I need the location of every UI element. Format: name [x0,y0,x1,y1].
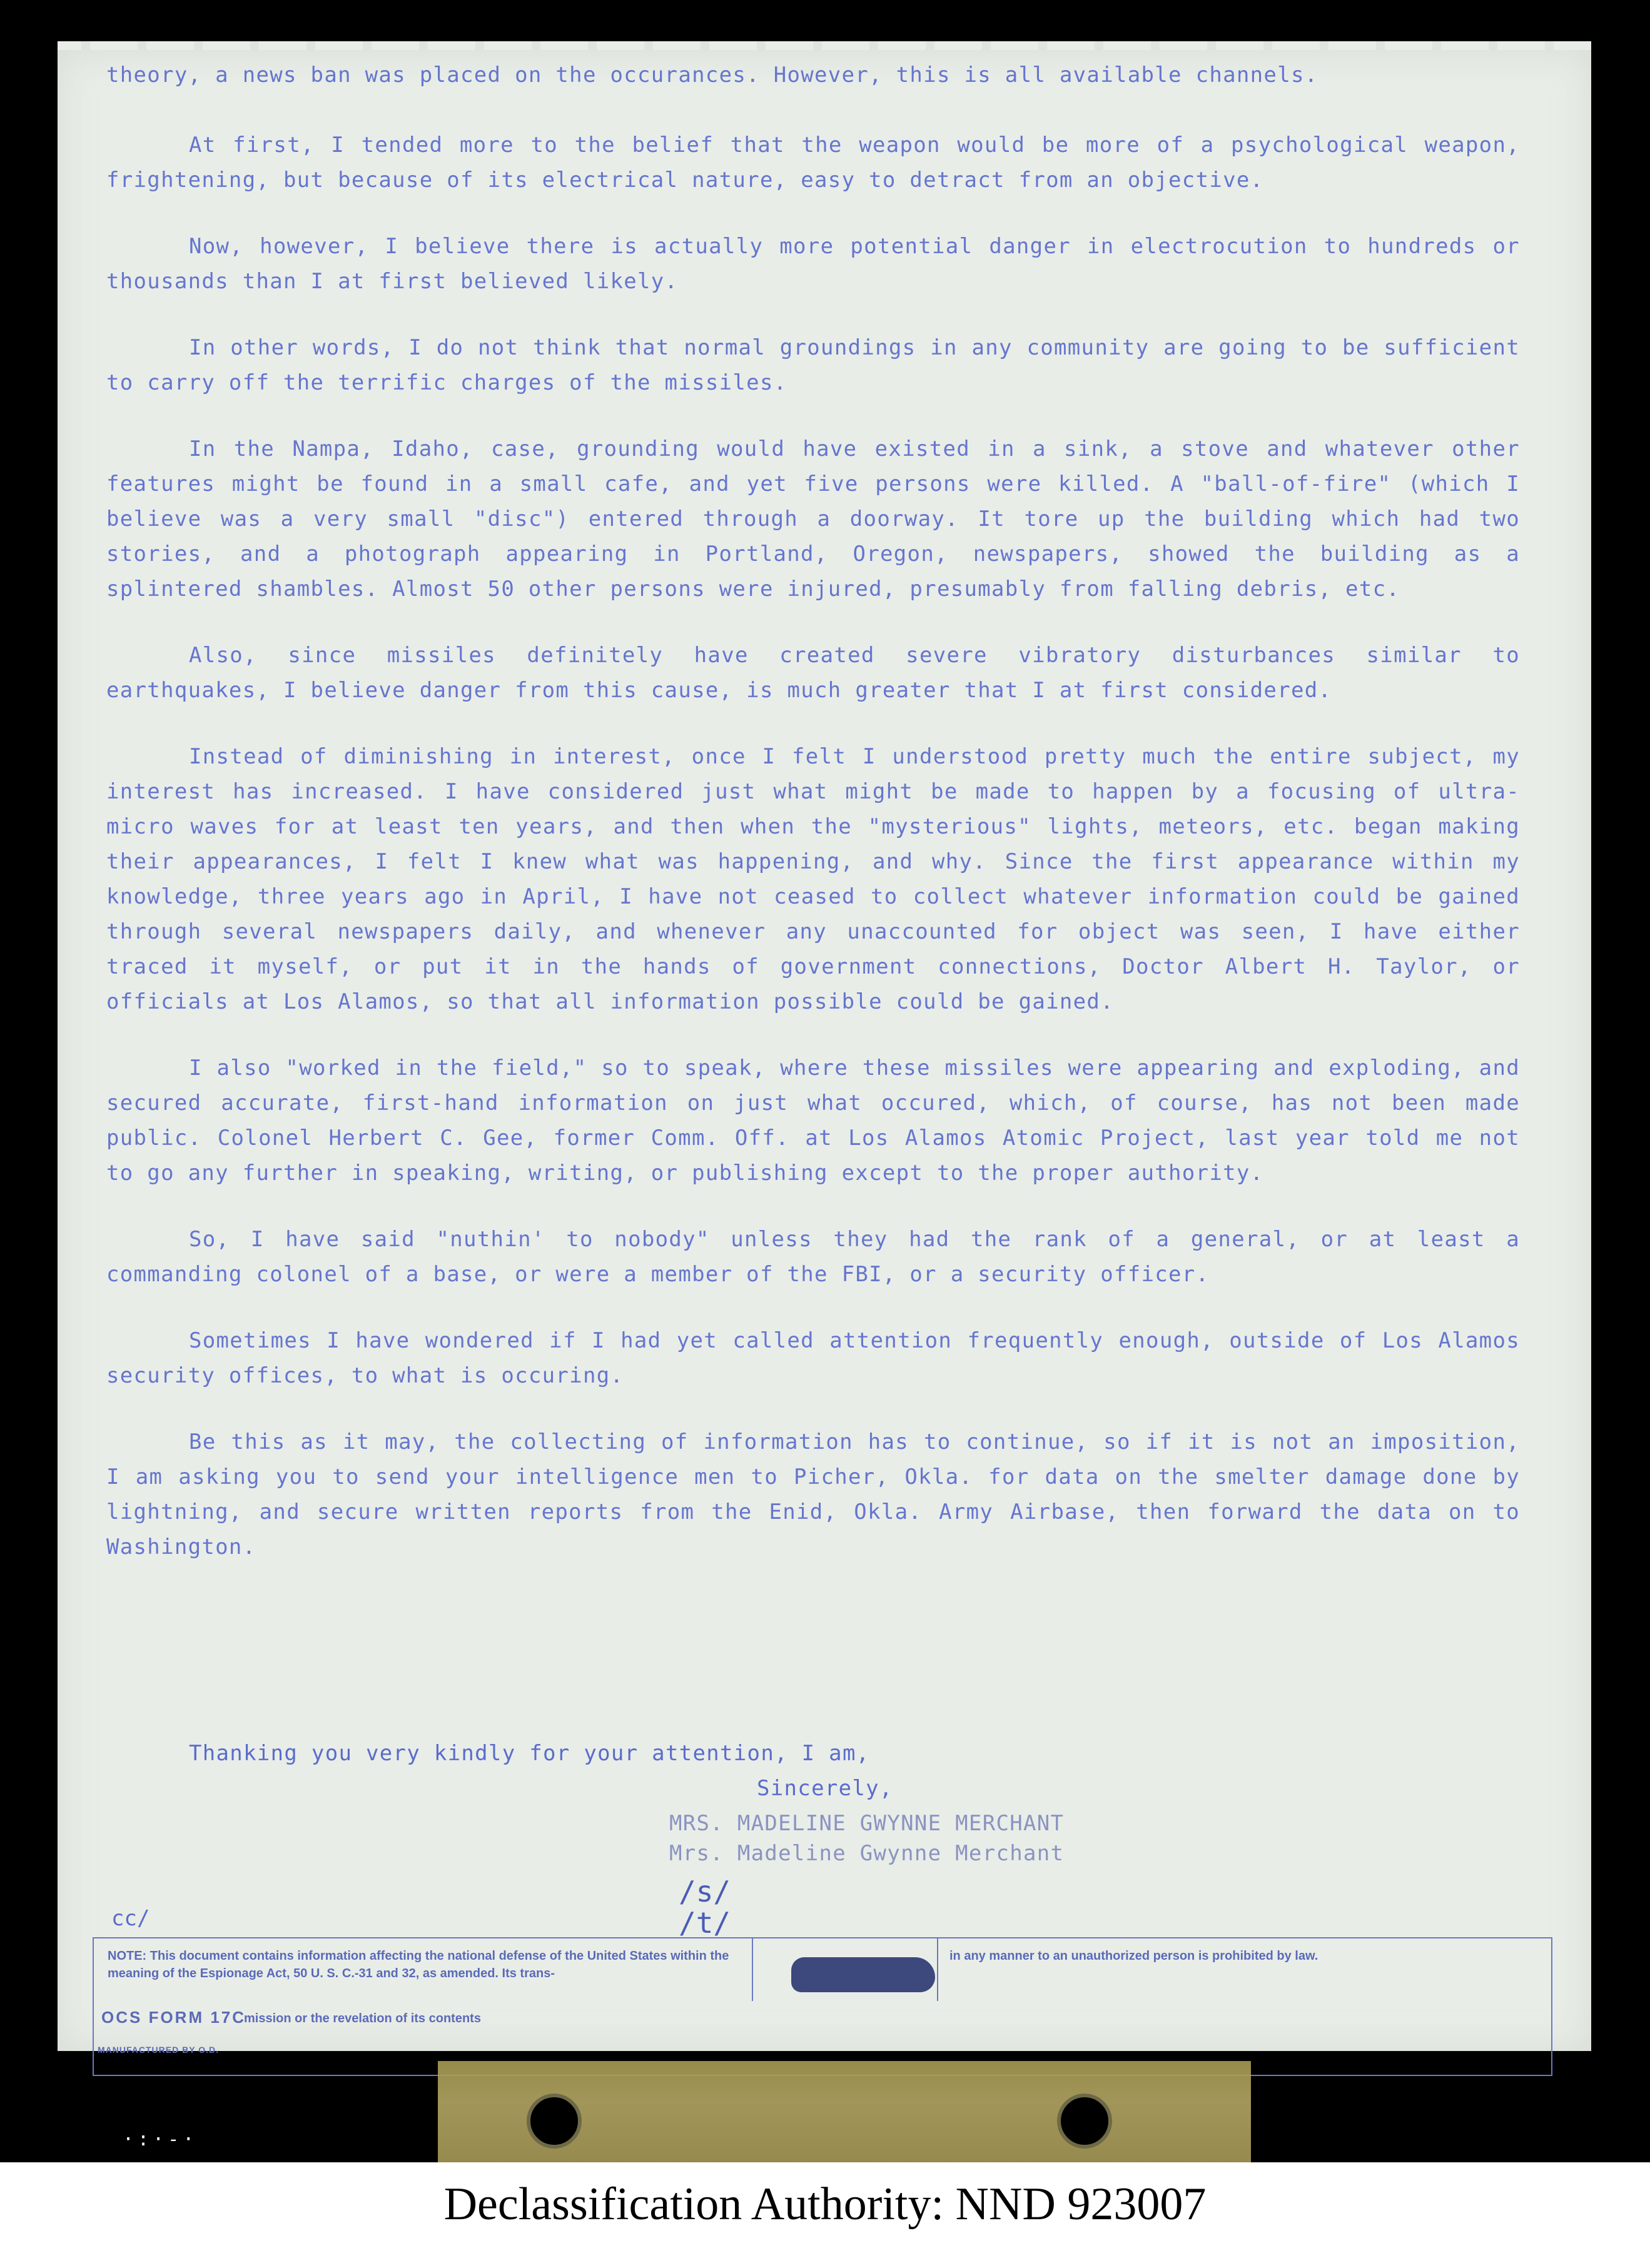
notice-right-text: in any manner to an unauthorized person is prohibited by law. [949,1949,1318,1963]
cc-line: cc/ [111,1906,150,1931]
letter-closing [106,1736,1520,1866]
notice-left-text: NOTE: This document contains information affecting the national defense of the United States within the meaning of the Espionage Act, 50 U. S. C.-31 and 32, as amended. Its trans- [108,1949,729,1980]
punch-hole [527,2094,582,2149]
security-notice-box [93,1937,1552,2076]
declassification-caption: Declassification Authority: NND 923007 [443,2179,1207,2230]
letter-paragraph-9: So, I have said "nuthin' to nobody" unless they had the rank of a general, or at least a commanding colonel of a base, or were a member of the FBI, or a security officer. [106,1227,1520,1287]
letter-paragraph-5: In the Nampa, Idaho, case, grounding would have existed in a sink, a stove and whatever other features might be found in a small cafe, and yet five persons were killed. A "ball-of-fire" (which I believe was a very small "disc") entered through a doorway. It tore up the building which had two stories, and a photograph appearing in Portland, Oregon, newspapers, showed the building as a splintered shambles. Almost 50 other persons were injured, presumably from falling debris, etc. [106,436,1520,602]
sincerely-text: Sincerely, [757,1776,893,1801]
punch-hole [1057,2094,1112,2149]
signature-typed: MRS. MADELINE GWYNNE MERCHANT [669,1811,1065,1836]
letter-body [106,58,1520,1565]
signature-marks: /s/ /t/ [679,1875,731,1940]
closing-line: Thanking you very kindly for your attention, I am, [189,1741,870,1766]
classification-stamp-redaction [791,1957,935,1992]
letter-paragraph-11: Be this as it may, the collecting of information has to continue, so if it is not an imposition, I am asking you to send your intelligence men to Picher, Okla. for data on the smelter damage done by lightning, and secure written reports from the Enid, Okla. Army Airbase, then forward the data on to Washington. [106,1429,1520,1560]
letter-paragraph-7: Instead of diminishing in interest, once I felt I understood pretty much the entire subject, my interest has increased. I have considered just what might be made to happen by a focusing of ultra-micro waves for at least ten years, and then when the "mysterious" lights, meteors, etc. began making their appearances, I felt I knew what was happening, and why. Since the first appearance within my knowledge, three years ago in April, I have not ceased to collect whatever information could be gained through several newspapers daily, and whenever any unaccounted for object was seen, I have either traced it myself, or put it in the hands of government connections, Doctor Albert H. Taylor, or officials at Los Alamos, so that all information possible could be gained. [106,744,1520,1014]
letter-paragraph-6: Also, since missiles definitely have created severe vibratory disturbances similar to earthquakes, I believe danger from this cause, is much greater that I at first considered. [106,643,1520,703]
notice-divider [752,1938,753,2001]
signature-name: Mrs. Madeline Gwynne Merchant [669,1841,1065,1866]
form-number: OCS FORM 17C [101,2008,246,2027]
letter-paragraph-1: theory, a news ban was placed on the occurances. However, this is all available channels. [106,63,1318,88]
notice-divider [937,1938,938,2001]
manufacturer-line: MANUFACTURED BY O.D. [98,2045,219,2055]
notice-continuation-text: mission or the revelation of its contents [244,2012,481,2025]
letter-paragraph-3: Now, however, I believe there is actually more potential danger in electrocution to hundreds or thousands than I at first believed likely. [106,234,1520,294]
letter-paragraph-4: In other words, I do not think that normal groundings in any community are going to be sufficient to carry off the terrific charges of the missiles. [106,335,1520,395]
letter-paragraph-2: At first, I tended more to the belief that the weapon would be more of a psychological weapon, frightening, but because of its electrical nature, easy to detract from an objective. [106,133,1520,193]
letter-paragraph-8: I also "worked in the field," so to speak, where these missiles were appearing and exploding, and secured accurate, first-hand information on just what occured, which, of course, has not been made public. Colonel Herbert C. Gee, former Comm. Off. at Los Alamos Atomic Project, last year told me not to go any further in speaking, writing, or publishing except to the proper authority. [106,1056,1520,1186]
margin-marks: ·:·-· [123,2129,198,2150]
letter-paragraph-10: Sometimes I have wondered if I had yet called attention frequently enough, outside of Los Alamos security offices, to what is occuring. [106,1328,1520,1388]
